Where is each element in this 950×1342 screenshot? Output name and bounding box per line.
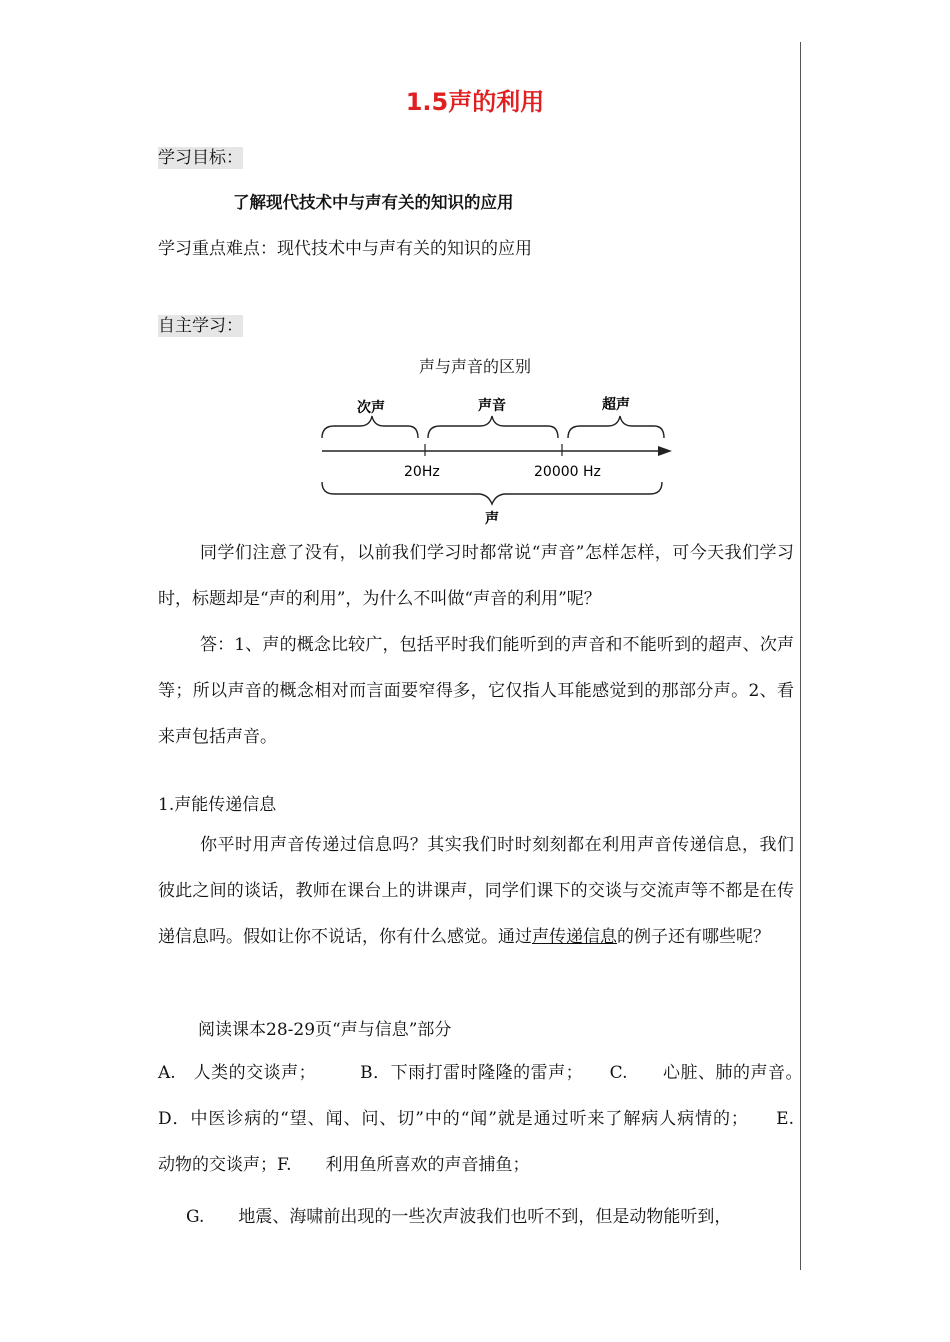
section1-heading: 1.声能传递信息 [158,795,277,815]
page-title: 1.5声的利用 [405,88,545,116]
all-sound-label: 声 [485,511,499,527]
ultrasound-brace [568,416,664,438]
ultrasound-label: 超声 [602,397,630,413]
examples-paragraph [158,1050,828,1188]
last-line: G. 地震、海啸前出现的一些次声波我们也听不到，但是动物能听到， [186,1207,732,1227]
audible-label: 声音 [478,398,506,414]
question-text: 同学们注意了没有，以前我们学习时都常说“声音”怎样怎样，可今天我们学习时，标题却是“声的利用”，为什么不叫做“声音的利用”呢？ [158,543,794,609]
freq-low-label: 20Hz [404,464,440,480]
examples-text: A. 人类的交谈声； B．下雨打雷时隆隆的雷声； C. 心脏、肺的声音。 D．中医诊病的“望、闻、问、切”中的“闻”就是通过听来了解病人病情的； E. 动物的交谈声；F. 利用鱼所喜欢的声音捕鱼； [158,1063,828,1175]
self-study-heading: 自主学习： [158,316,243,336]
sound-range-diagram [300,390,690,530]
goal-text: 了解现代技术中与声有关的知识的应用 [233,193,514,212]
audible-brace [428,416,558,438]
answer-paragraph [158,622,794,760]
freq-high-label: 20000 Hz [534,464,601,480]
question-paragraph [158,530,794,622]
all-sound-brace [322,482,662,504]
goal-heading: 学习目标： [158,148,243,168]
diagram-caption: 声与声音的区别 [418,357,531,376]
section1-paragraph [158,822,794,960]
sound-range-svg [300,390,690,530]
section1-text-b: 的例子还有哪些呢？ [617,927,770,947]
infrasound-label: 次声 [357,400,385,416]
reading-line: 阅读课本28-29页“声与信息”部分 [198,1020,452,1040]
keypoints-text: 学习重点难点：现代技术中与声有关的知识的应用 [158,239,532,259]
page-margin-rule [800,42,801,1270]
section1-link-text: 声传递信息 [532,927,617,947]
section1-text-a: 你平时用声音传递过信息吗？其实我们时时刻刻都在利用声音传递信息，我们彼此之间的谈话，教师在课台上的讲课声，同学们课下的交谈与交流声等不都是在传递信息吗。假如让你不说话，你有什么感觉。通过 [158,835,794,947]
infrasound-brace [322,416,418,438]
answer-text: 答：1、声的概念比较广，包括平时我们能听到的声音和不能听到的超声、次声等；所以声音的概念相对而言面要窄得多，它仅指人耳能感觉到的那部分声。2、看来声包括声音。 [158,635,794,747]
axis-arrow [658,446,672,456]
